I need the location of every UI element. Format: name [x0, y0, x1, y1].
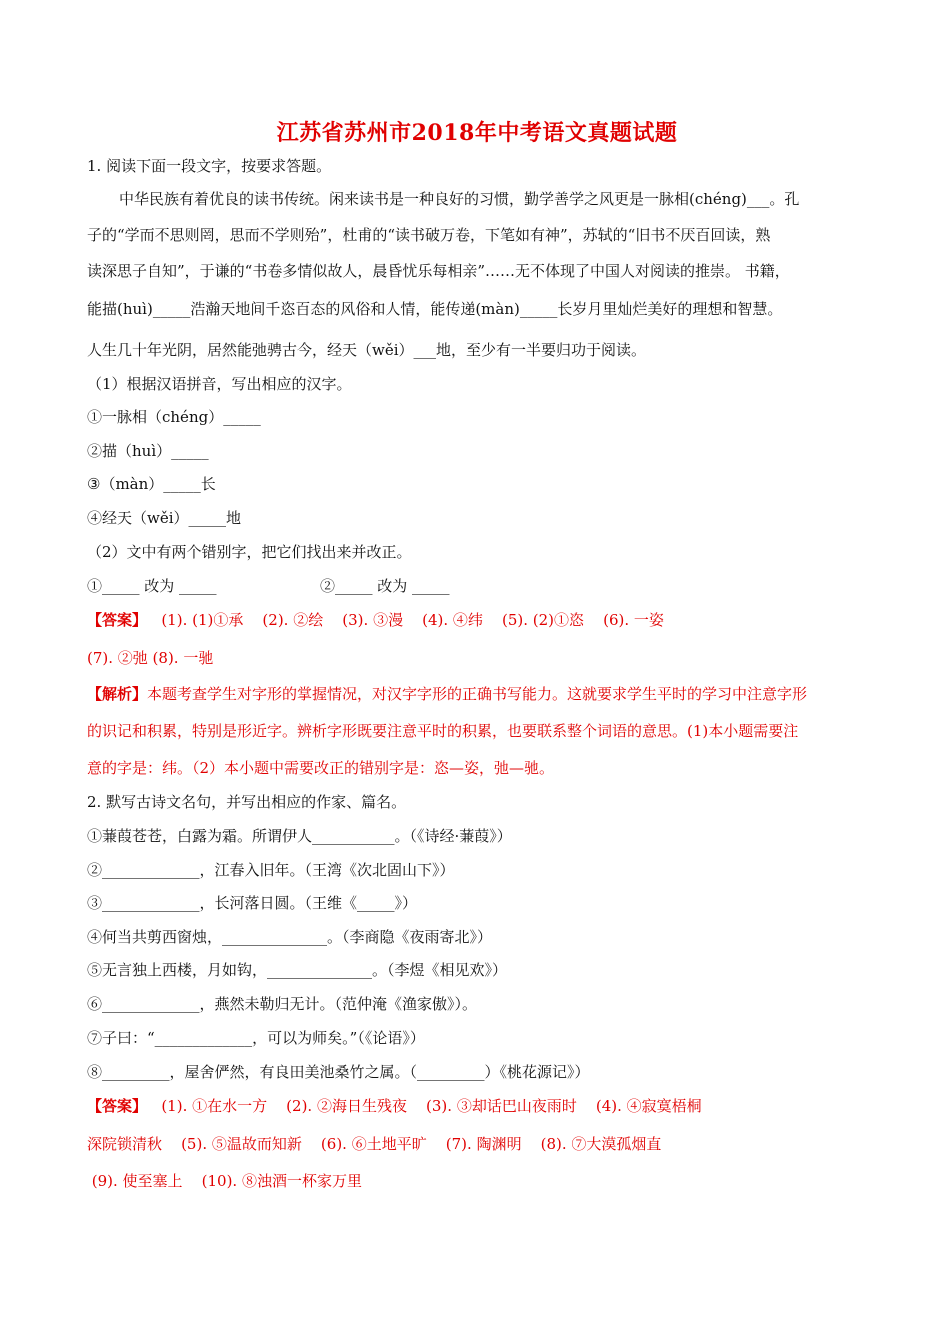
q2-item-3: ③_____________，长河落日圆。（王维《_____》）	[87, 894, 418, 912]
q1-analysis-text-1: 本题考查学生对字形的掌握情况，对汉字字形的正确书写能力。这就要求学生平时的学习中注意字形	[147, 685, 808, 703]
q2-item-7: ⑦子曰：“_____________，可以为师矣。”（《论语》）	[87, 1029, 425, 1047]
q2-answer-line-3: (9). 使至塞上 (10). ⑧浊酒一杯家万里	[87, 1172, 362, 1190]
q1-passage-line-5: 人生几十年光阴，居然能弛骋古今，经天（wěi）___地，至少有一半要归功于阅读。	[87, 341, 647, 359]
q2-item-8: ⑧_________，屋舍俨然，有良田美池桑竹之属。（_________）《桃花源记》）	[87, 1063, 590, 1081]
q2-item-4: ④何当共剪西窗烛，______________。（李商隐《夜雨寄北》）	[87, 928, 493, 946]
q1-analysis-line-3: 意的字是：纬。（2）本小题中需要改正的错别字是：恣—姿，弛—驰。	[87, 759, 555, 777]
q2-item-5: ⑤无言独上西楼，月如钩，______________。（李煜《相见欢》）	[87, 961, 508, 979]
q2-answer-line-2: 深院锁清秋 (5). ⑤温故而知新 (6). ⑥土地平旷 (7). 陶渊明 (8). ⑦大漠孤烟直	[87, 1135, 662, 1153]
answer-label: 【答案】	[87, 611, 148, 629]
q1-sub2-b: ②_____ 改为 _____	[320, 577, 450, 595]
q1-sub2-a: ①_____ 改为 _____	[87, 577, 217, 595]
q2-item-1: ①蒹葭苍苍，白露为霜。所谓伊人___________。（《诗经·蒹葭》）	[87, 827, 512, 845]
page-title: 江苏省苏州市2018年中考语文真题试题	[276, 120, 678, 146]
q1-answer-line-1	[87, 610, 664, 630]
q1-sub1-item-1: ①一脉相（chéng）_____	[87, 408, 261, 426]
q2-answer-text-1: (1). ①在水一方 (2). ②海日生残夜 (3). ③却话巴山夜雨时 (4). ④寂寞梧桐	[147, 1097, 702, 1115]
q1-stem: 1. 阅读下面一段文字，按要求答题。	[87, 157, 332, 175]
q2-item-6: ⑥_____________，燕然未勒归无计。（范仲淹《渔家傲》）。	[87, 995, 478, 1013]
q1-passage-line-3: 读深思子自知”，于谦的“书卷多情似故人，晨昏忧乐每相亲”……无不体现了中国人对阅读的推崇。 书籍，	[87, 262, 790, 280]
q2-answer-line-1	[87, 1096, 702, 1116]
analysis-label: 【解析】	[87, 685, 148, 703]
q1-answer-text-1: (1). (1)①承 (2). ②绘 (3). ③漫 (4). ④纬 (5). (2)①恣 (6). 一姿	[147, 611, 664, 629]
q2-stem: 2. 默写古诗文名句，并写出相应的作家、篇名。	[87, 793, 407, 811]
q2-item-2: ②_____________，江春入旧年。（王湾《次北固山下》）	[87, 861, 455, 879]
q1-sub1-item-3: ③（màn）_____长	[87, 475, 216, 493]
q1-passage-line-4: 能描(huì)_____浩瀚天地间千恣百态的风俗和人情，能传递(màn)_____长岁月里灿烂美好的理想和智慧。	[87, 300, 783, 318]
q1-passage-line-1: 中华民族有着优良的读书传统。闲来读书是一种良好的习惯，勤学善学之风更是一脉相(chéng)___。孔	[119, 190, 800, 208]
q1-sub1: （1）根据汉语拼音，写出相应的汉字。	[87, 375, 352, 393]
answer-label: 【答案】	[87, 1097, 148, 1115]
q1-sub1-item-4: ④经天（wěi）_____地	[87, 509, 242, 527]
q1-answer-line-2: (7). ②弛 (8). 一驰	[87, 649, 214, 667]
q1-analysis-line-2: 的识记和积累，特别是形近字。辨析字形既要注意平时的积累，也要联系整个词语的意思。(1)本小题需要注	[87, 722, 799, 740]
q1-sub1-item-2: ②描（huì）_____	[87, 442, 209, 460]
q1-passage-line-2: 子的“学而不思则罔，思而不学则殆”，杜甫的“读书破万卷，下笔如有神”，苏轼的“旧书不厌百回读，熟	[87, 226, 771, 244]
q1-sub2: （2）文中有两个错别字，把它们找出来并改正。	[87, 543, 412, 561]
q1-analysis-line-1	[87, 684, 807, 704]
